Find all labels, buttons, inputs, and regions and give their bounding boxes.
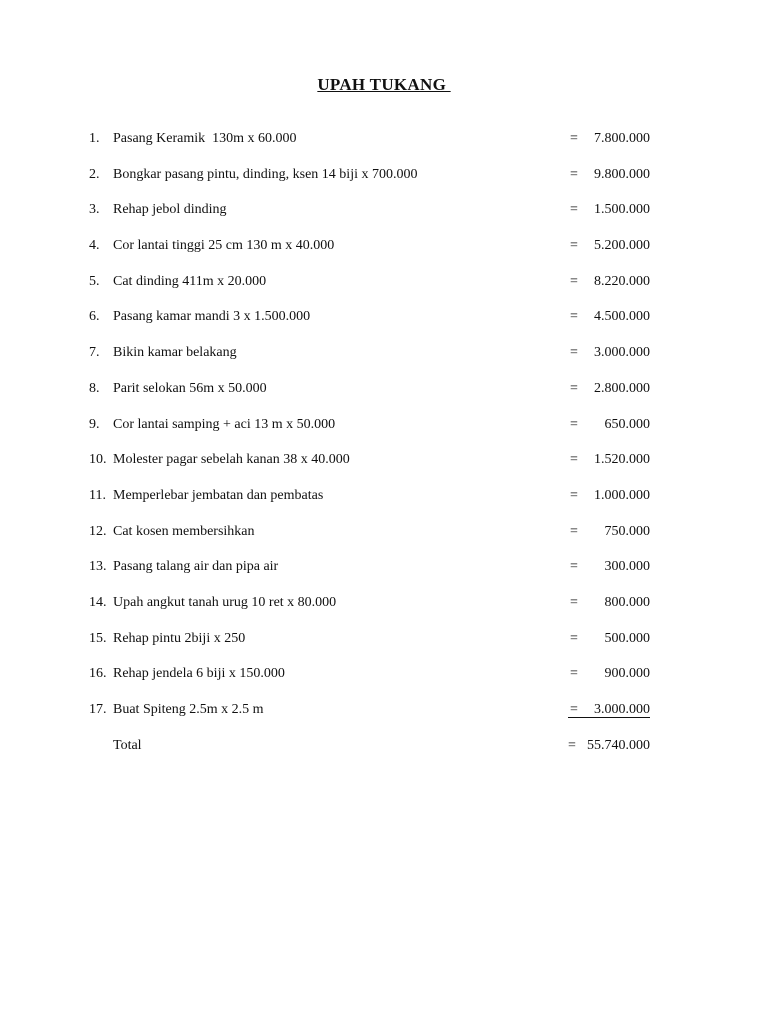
equals-sign: = (570, 309, 578, 325)
item-value: 1.520.000 (594, 452, 650, 468)
item-value: 750.000 (604, 523, 650, 539)
item-number: 7. (89, 345, 100, 361)
item-number: 6. (89, 309, 100, 325)
equals-sign: = (570, 166, 578, 182)
list-item (0, 236, 768, 272)
wage-list (0, 129, 768, 771)
item-description: Parit selokan 56m x 50.000 (113, 380, 267, 396)
item-number: 13. (89, 559, 107, 575)
equals-sign: = (570, 273, 578, 289)
list-item (0, 343, 768, 379)
equals-sign: = (568, 737, 576, 753)
item-description: Bikin kamar belakang (113, 345, 237, 361)
equals-sign: = (570, 238, 578, 254)
item-value: 3.000.000 (594, 702, 650, 717)
list-item (0, 700, 768, 736)
item-description: Cat kosen membersihkan (113, 523, 255, 539)
item-number: 16. (89, 666, 107, 682)
list-item (0, 486, 768, 522)
list-item (0, 522, 768, 558)
equals-sign: = (570, 702, 578, 717)
total-value: 55.740.000 (587, 737, 650, 753)
item-description: Upah angkut tanah urug 10 ret x 80.000 (113, 594, 337, 610)
item-value: 3.000.000 (594, 345, 650, 361)
item-number: 3. (89, 202, 100, 218)
total-label: Total (113, 737, 142, 753)
item-value: 8.220.000 (594, 273, 650, 289)
list-item (0, 129, 768, 165)
item-description: Pasang kamar mandi 3 x 1.500.000 (113, 309, 311, 325)
equals-sign: = (570, 345, 578, 361)
item-description: Rehap jendela 6 biji x 150.000 (113, 666, 285, 682)
item-value: 1.500.000 (594, 202, 650, 218)
list-item (0, 165, 768, 201)
equals-sign: = (570, 416, 578, 432)
list-item (0, 557, 768, 593)
item-value: 9.800.000 (594, 166, 650, 182)
item-description: Rehap jebol dinding (113, 202, 227, 218)
equals-sign: = (570, 452, 578, 468)
item-description: Bongkar pasang pintu, dinding, ksen 14 biji x 700.000 (113, 166, 418, 182)
item-number: 4. (89, 238, 100, 254)
equals-sign: = (570, 487, 578, 503)
item-number: 8. (89, 380, 100, 396)
item-value: 500.000 (604, 630, 650, 646)
item-value: 300.000 (604, 559, 650, 575)
list-item (0, 272, 768, 308)
item-number: 11. (89, 487, 106, 503)
equals-sign: = (570, 630, 578, 646)
equals-sign: = (570, 559, 578, 575)
item-description: Rehap pintu 2biji x 250 (113, 630, 246, 646)
item-description: Memperlebar jembatan dan pembatas (113, 487, 324, 503)
list-item (0, 379, 768, 415)
item-number: 1. (89, 131, 100, 146)
document-title (0, 75, 768, 95)
item-number: 9. (89, 416, 100, 432)
total-amount (566, 736, 650, 816)
list-item (0, 415, 768, 451)
item-value: 1.000.000 (594, 487, 650, 503)
sum-underline (568, 717, 650, 718)
item-description: Pasang Keramik 130m x 60.000 (113, 131, 297, 146)
item-number: 12. (89, 523, 107, 539)
list-item (0, 593, 768, 629)
item-number: 17. (89, 702, 107, 717)
equals-sign: = (570, 594, 578, 610)
list-item (0, 629, 768, 665)
equals-sign: = (570, 523, 578, 539)
item-value: 4.500.000 (594, 309, 650, 325)
item-value: 7.800.000 (594, 131, 650, 146)
item-description: Buat Spiteng 2.5m x 2.5 m (113, 702, 264, 717)
equals-sign: = (570, 202, 578, 218)
item-number: 5. (89, 273, 100, 289)
item-number: 10. (89, 452, 107, 468)
equals-sign: = (570, 380, 578, 396)
item-number: 2. (89, 166, 100, 182)
list-item (0, 664, 768, 700)
list-item (0, 307, 768, 343)
document-title-text: UPAH TUKANG (317, 75, 451, 94)
item-value: 5.200.000 (594, 238, 650, 254)
equals-sign: = (570, 131, 578, 146)
item-description: Cor lantai samping + aci 13 m x 50.000 (113, 416, 336, 432)
equals-sign: = (570, 666, 578, 682)
item-value: 2.800.000 (594, 380, 650, 396)
item-value: 800.000 (604, 594, 650, 610)
item-number: 15. (89, 630, 107, 646)
list-item (0, 200, 768, 236)
item-description: Molester pagar sebelah kanan 38 x 40.000 (113, 452, 350, 468)
item-description: Cor lantai tinggi 25 cm 130 m x 40.000 (113, 238, 335, 254)
total-row (0, 736, 768, 772)
item-value: 900.000 (604, 666, 650, 682)
item-value: 650.000 (604, 416, 650, 432)
item-description: Pasang talang air dan pipa air (113, 559, 279, 575)
list-item (0, 450, 768, 486)
item-description: Cat dinding 411m x 20.000 (113, 273, 267, 289)
item-number: 14. (89, 594, 107, 610)
